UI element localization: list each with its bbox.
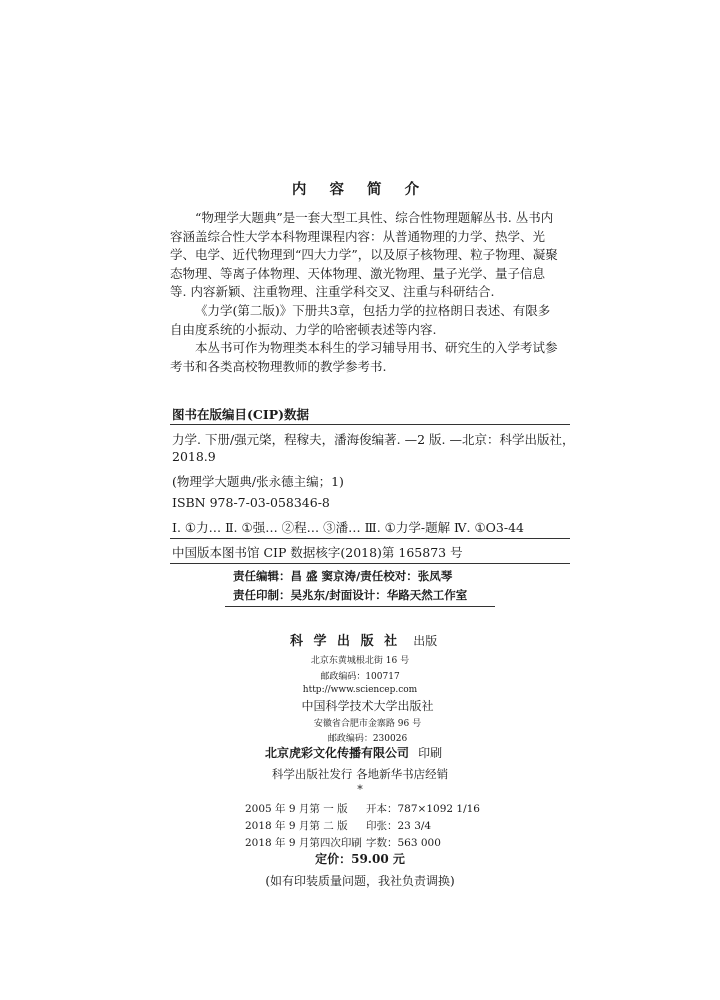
edition-3-spec: 字数：563 000 (366, 837, 441, 849)
cip-mid-rule (170, 538, 570, 539)
price: 定价：59.00 元 (315, 852, 405, 866)
credits-line-1: 责任编辑：昌 盛 窦京涛/责任校对：张凤琴 (233, 569, 453, 583)
publisher-url: http://www.sciencep.com (302, 685, 418, 695)
publisher-name: 科 学 出 版 社 (290, 634, 401, 649)
credits-line-2: 责任印制：吴兆东/封面设计：华路天然工作室 (233, 588, 468, 602)
distribution: 科学出版社发行 各地新华书店经销 (271, 767, 449, 781)
printer-name: 北京虎彩文化传播有限公司 (265, 746, 410, 760)
cip-bottom-rule (170, 563, 570, 564)
edition-1: 2005 年 9 月第 一 版 (245, 803, 348, 815)
cip-record: 中国版本图书馆 CIP 数据核字(2018)第 165873 号 (172, 545, 463, 560)
intro-text (170, 209, 560, 376)
cip-heading: 图书在版编目(CIP)数据 (172, 407, 310, 422)
copublisher-address: 安徽省合肥市金寨路 96 号 (313, 719, 422, 729)
intro-paragraph-3: 本丛书可作为物理类本科生的学习辅导用书、研究生的入学考试参考书和各类高校物理教师的教学参考书. (170, 340, 558, 374)
publisher-address: 北京东黄城根北街 16 号 (310, 656, 410, 666)
quality-notice: (如有印装质量问题，我社负责调换) (265, 874, 455, 888)
cip-isbn: ISBN 978-7-03-058346-8 (172, 495, 330, 510)
publisher-line (290, 630, 437, 649)
intro-paragraph-2: 《力学(第二版)》下册共3章，包括力学的拉格朗日表述、有限多自由度系统的小振动、力学的哈密顿表述等内容. (170, 302, 551, 337)
cip-top-rule (170, 424, 570, 425)
copublisher-name: 中国科学技术大学出版社 (301, 699, 434, 713)
cip-line-1: 力学. 下册/强元棨，程稼夫，潘海俊编著. —2 版. —北京：科学出版社， (172, 432, 575, 447)
cip-classification: Ⅰ. ①力… Ⅱ. ①强… ②程… ③潘… Ⅲ. ①力学-题解 Ⅳ. ①O3-44 (172, 520, 525, 535)
edition-3: 2018 年 9 月第四次印刷 (245, 837, 362, 849)
edition-1-spec: 开本：787×1092 1/16 (366, 803, 480, 815)
copublisher-postcode: 邮政编码：230026 (327, 734, 408, 744)
page-title: 内 容 简 介 (291, 181, 429, 198)
credits-rule (225, 606, 495, 607)
edition-2-spec: 印张：23 3/4 (366, 820, 432, 832)
cip-line-2: 2018.9 (172, 449, 216, 464)
edition-2: 2018 年 9 月第 二 版 (245, 820, 348, 832)
intro-paragraph-1: “物理学大题典”是一套大型工具性、综合性物理题解丛书. 丛书内容涵盖综合性大学本科物理课程内容：从普通物理的力学、热学、光学、电学、近代物理到“四大力学”，以及原子核物理、粒子物理、凝聚态物理、等离子体物理、天体物理、激光物理、量子光学、量子信息等. 内容新颖、注重物理、注重学科交叉、注重与科研结合. (170, 210, 558, 300)
cip-series: (物理学大题典/张永德主编；1) (172, 474, 344, 489)
publisher-suffix: 出版 (413, 634, 438, 648)
publisher-postcode: 邮政编码：100717 (320, 672, 400, 682)
printer-suffix: 印刷 (418, 746, 443, 760)
printer-line (265, 742, 442, 761)
star-separator: * (357, 783, 363, 796)
